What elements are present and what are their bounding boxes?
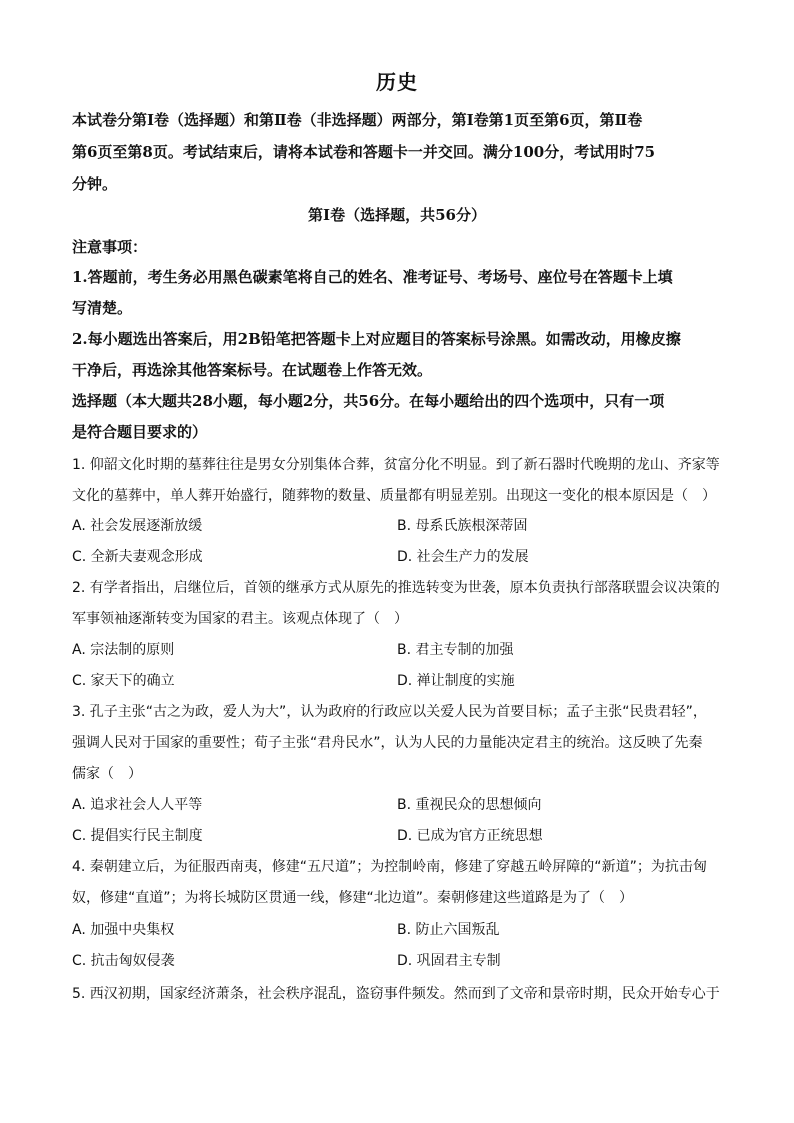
question-2-option-c: C. 家天下的确立 [72,673,175,689]
question-4-stem-line-2: 奴，修建“直道”；为将长城防区贯通一线，修建“北边道”。秦朝修建这些道路是为了（ ） [72,890,634,906]
question-2-stem-line-2: 军事领袖逐渐转变为国家的君主。该观点体现了（ ） [72,611,408,627]
question-1-stem-line-1: 1. 仰韶文化时期的墓葬往往是男女分别集体合葬，贫富分化不明显。到了新石器时代晚期的龙山、齐家等 [72,457,720,473]
question-2-option-b: B. 君主专制的加强 [397,642,514,658]
question-3-stem-line-2: 强调人民对于国家的重要性；荀子主张“君舟民水”，认为人民的力量能决定君主的统治。这反映了先秦 [72,735,703,751]
question-3-option-b: B. 重视民众的思想倾向 [397,797,542,813]
notice-heading: 注意事项： [72,238,148,256]
question-3-stem-line-1: 3. 孔子主张“古之为政，爱人为大”，认为政府的行政应以关爱人民为首要目标；孟子主张“民贵君轻”， [72,704,707,720]
question-1-option-c: C. 全新夫妻观念形成 [72,549,203,565]
notice-line-3: 2.每小题选出答案后，用2B铅笔把答题卡上对应题目的答案标号涂黑。如需改动，用橡皮擦 [72,330,681,348]
question-3-option-a: A. 追求社会人人平等 [72,797,203,813]
question-4-option-a: A. 加强中央集权 [72,922,175,938]
question-5-stem-line-1: 5. 西汉初期，国家经济萧条，社会秩序混乱，盗窃事件频发。然而到了文帝和景帝时期，民众开始专心于 [72,986,720,1002]
question-4-stem-line-1: 4. 秦朝建立后，为征服西南夷，修建“五尺道”；为控制岭南，修建了穿越五岭屏障的“新道”；为抗击匈 [72,859,707,875]
question-2-option-a: A. 宗法制的原则 [72,642,175,658]
notice-line-1: 1.答题前，考生务必用黑色碳素笔将自己的姓名、准考证号、考场号、座位号在答题卡上填 [72,268,673,286]
question-2-option-d: D. 禅让制度的实施 [397,673,515,689]
question-1-option-b: B. 母系氏族根深蒂固 [397,518,528,534]
notice-line-2: 写清楚。 [72,299,133,317]
question-4-option-c: C. 抗击匈奴侵袭 [72,953,175,969]
page-title: 历史 [376,70,418,94]
question-3-option-c: C. 提倡实行民主制度 [72,828,203,844]
question-1-option-a: A. 社会发展逐渐放缓 [72,518,203,534]
question-2-stem-line-1: 2. 有学者指出，启继位后，首领的继承方式从原先的推选转变为世袭，原本负责执行部落联盟会议决策的 [72,580,720,596]
question-1-option-d: D. 社会生产力的发展 [397,549,529,565]
choice-instructions-line-2: 是符合题目要求的） [72,423,208,441]
intro-line-1: 本试卷分第Ⅰ卷（选择题）和第Ⅱ卷（非选择题）两部分，第Ⅰ卷第1页至第6页，第Ⅱ卷 [72,111,643,129]
intro-line-3: 分钟。 [72,175,118,193]
section-title: 第Ⅰ卷（选择题，共56分） [308,206,486,224]
question-4-option-d: D. 巩固君主专制 [397,953,501,969]
question-3-option-d: D. 已成为官方正统思想 [397,828,543,844]
notice-line-4: 干净后，再选涂其他答案标号。在试题卷上作答无效。 [72,361,433,379]
choice-instructions-line-1: 选择题（本大题共28小题，每小题2分，共56分。在每小题给出的四个选项中，只有一项 [72,392,665,410]
question-4-option-b: B. 防止六国叛乱 [397,922,500,938]
question-1-stem-line-2: 文化的墓葬中，单人葬开始盛行，随葬物的数量、质量都有明显差别。出现这一变化的根本原因是（ ） [72,488,716,504]
question-3-stem-line-3: 儒家（ ） [72,766,142,782]
intro-line-2: 第6页至第8页。考试结束后，请将本试卷和答题卡一并交回。满分100分，考试用时75 [72,143,656,161]
